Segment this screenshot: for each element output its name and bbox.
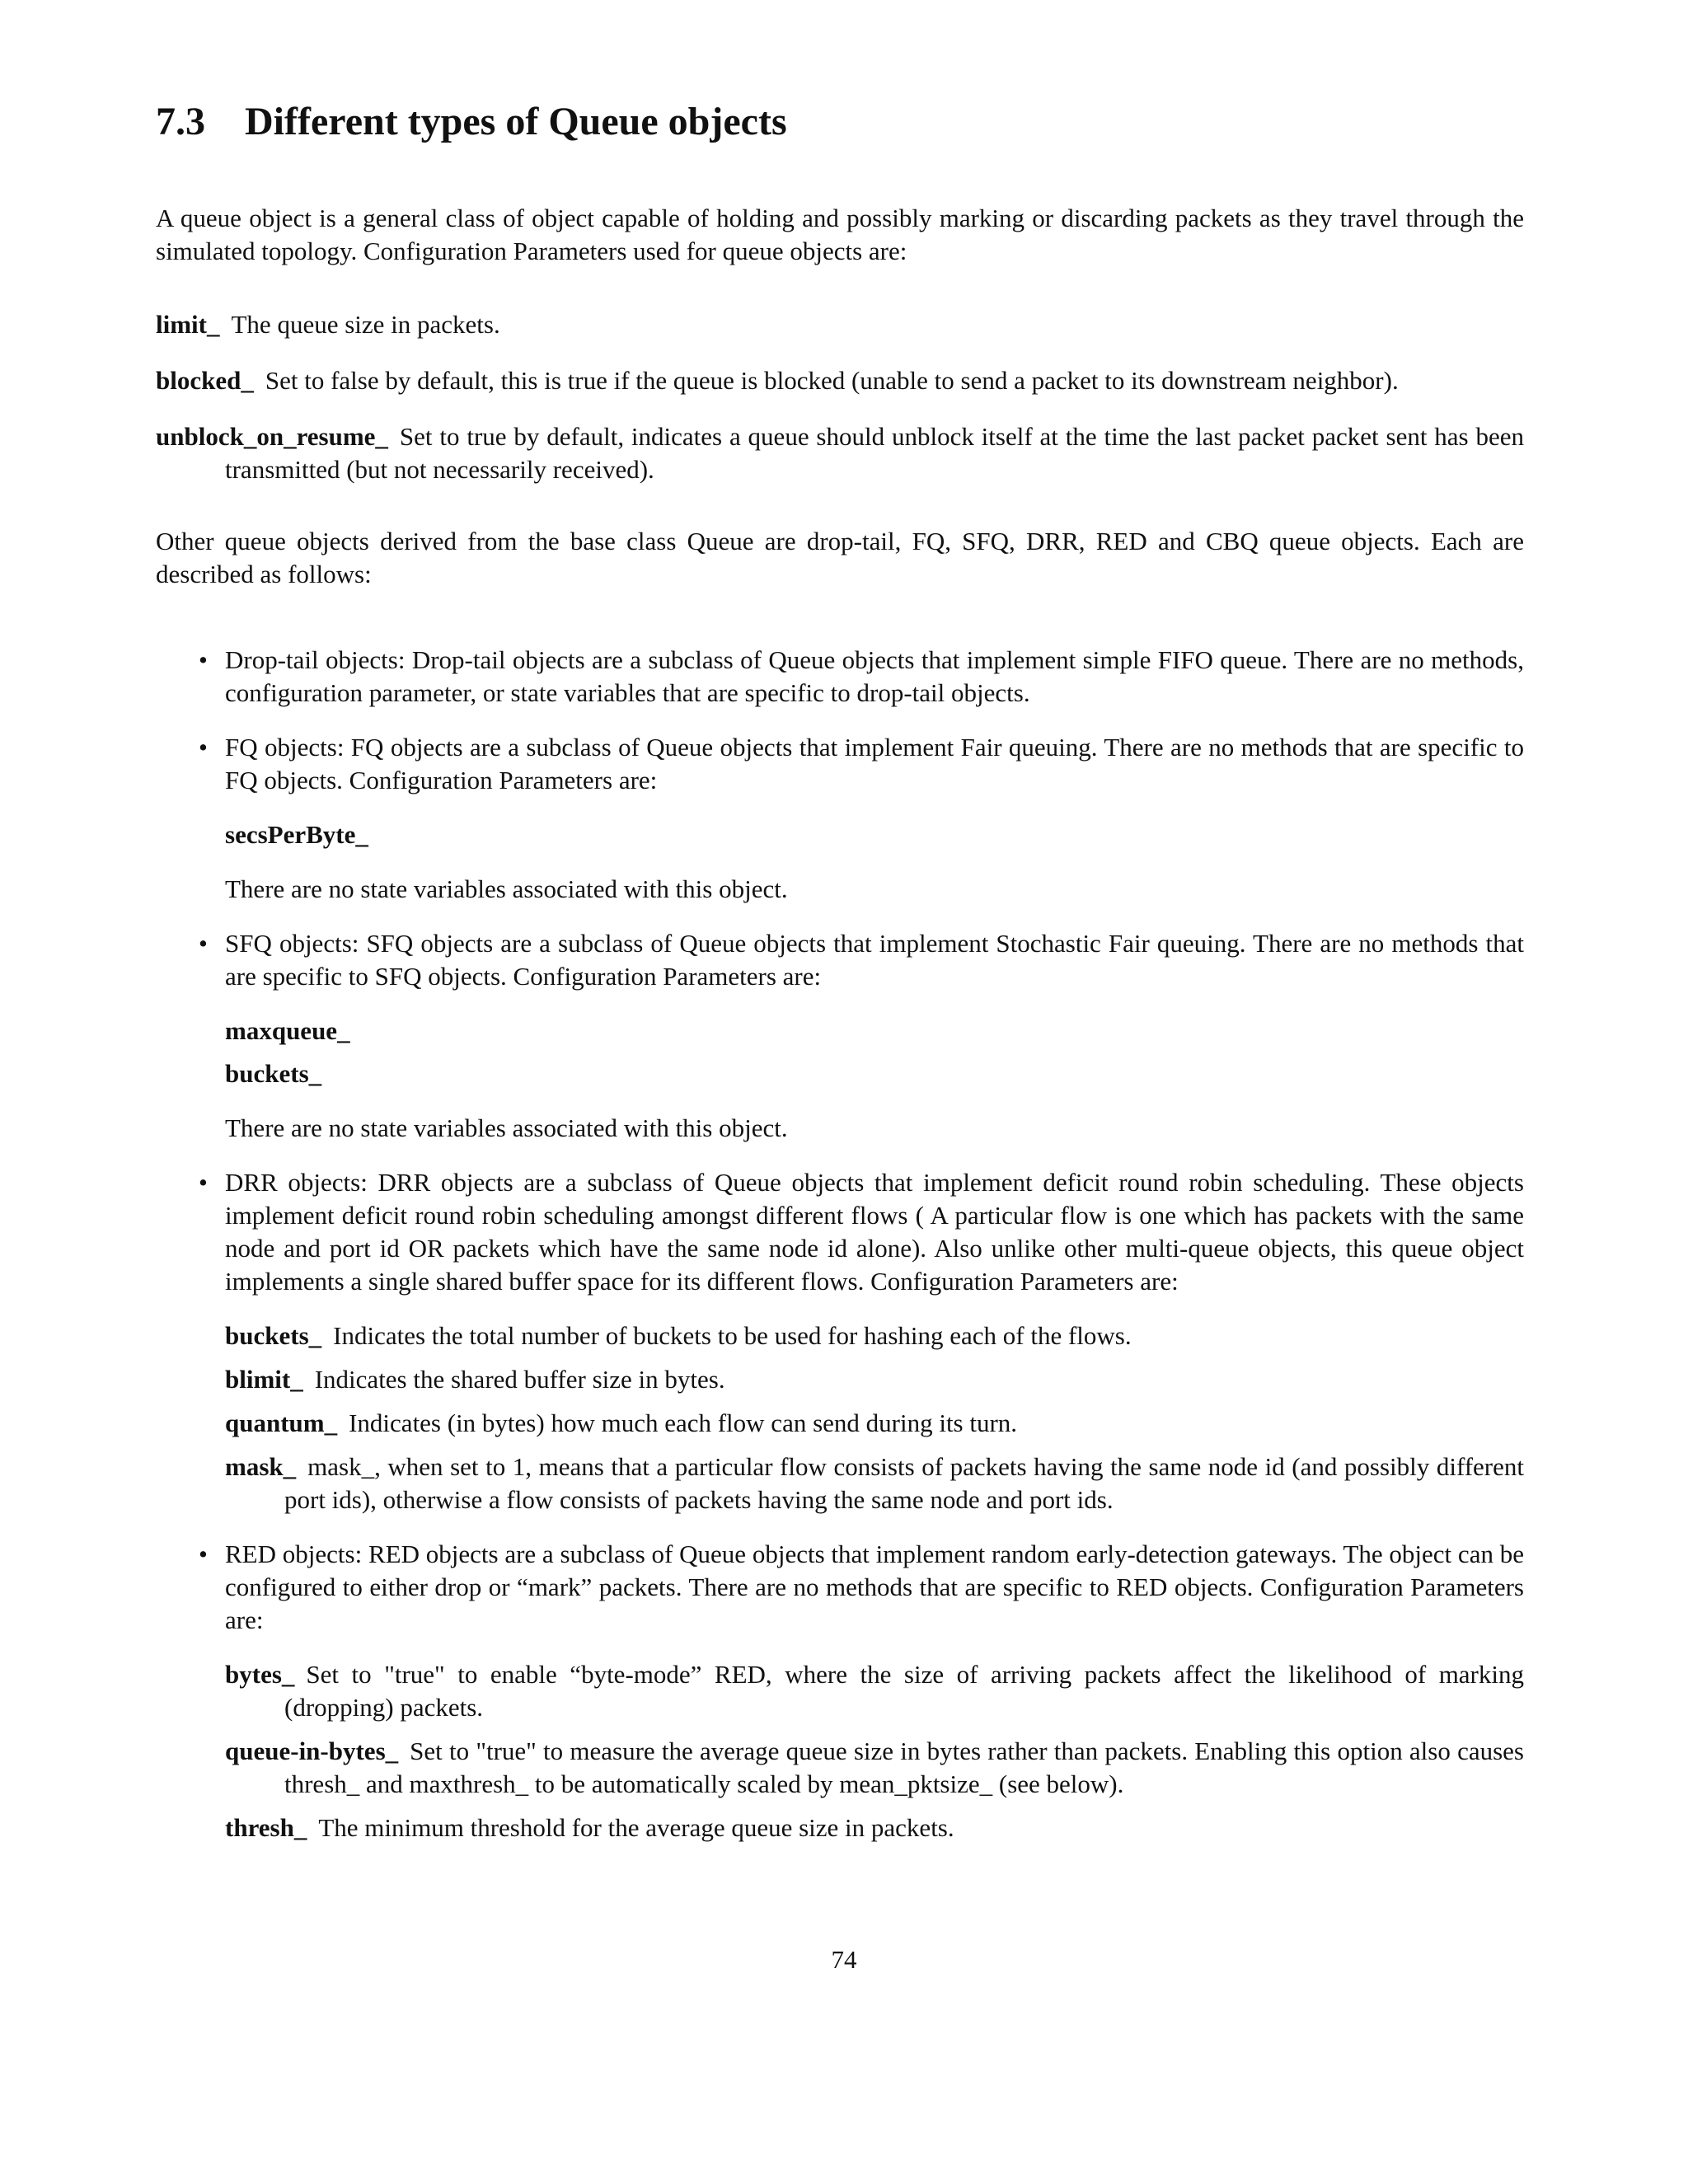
drr-param-quantum xyxy=(225,1407,1524,1440)
param-term: bytes_ xyxy=(225,1660,295,1689)
param-term: buckets_ xyxy=(225,1321,322,1350)
page-number: 74 xyxy=(831,1945,857,1974)
drr-param-blimit xyxy=(225,1363,1524,1396)
param-term: queue-in-bytes_ xyxy=(225,1736,399,1765)
param-term: blocked_ xyxy=(156,366,254,395)
fq-text: FQ objects: FQ objects are a subclass of Queue objects that implement Fair queuing. There are no methods that are specific to FQ objects. Configuration Parameters are: xyxy=(225,733,1524,794)
param-desc: Indicates the shared buffer size in bytes. xyxy=(314,1365,725,1394)
param-desc: Indicates (in bytes) how much each flow can send during its turn. xyxy=(349,1408,1018,1437)
param-desc: The minimum threshold for the average queue size in packets. xyxy=(318,1813,954,1842)
bullet-icon: • xyxy=(199,1540,208,1568)
param-term: thresh_ xyxy=(225,1813,307,1842)
list-item-droptail xyxy=(156,644,1524,710)
param-desc: The queue size in packets. xyxy=(231,310,500,339)
red-param-queue-in-bytes xyxy=(225,1735,1524,1801)
drr-param-mask xyxy=(225,1451,1524,1516)
param-term: mask_ xyxy=(225,1452,297,1481)
param-blocked xyxy=(156,364,1524,397)
list-item-fq xyxy=(156,731,1524,906)
red-param-bytes xyxy=(225,1658,1524,1724)
sfq-text: SFQ objects: SFQ objects are a subclass of Queue objects that implement Stochastic Fair queuing. There are no methods that are specific to SFQ objects. Configuration Parameters are: xyxy=(225,929,1524,991)
fq-param-secsperbyte: secsPerByte_ xyxy=(225,820,368,849)
param-desc: Set to true by default, indicates a queue should unblock itself at the time the last packet packet sent has been transmitted (but not necessarily received). xyxy=(225,422,1524,484)
section-number: 7.3 xyxy=(156,100,205,143)
param-desc: Set to "true" to enable “byte-mode” RED, where the size of arriving packets affect the likelihood of marking (dropping) packets. xyxy=(284,1660,1524,1722)
param-term: limit_ xyxy=(156,310,220,339)
sfq-param-maxqueue: maxqueue_ xyxy=(225,1016,350,1045)
bullet-icon: • xyxy=(199,1168,208,1197)
list-item-sfq xyxy=(156,927,1524,1145)
sfq-param-buckets: buckets_ xyxy=(225,1059,322,1088)
param-desc: Indicates the total number of buckets to be used for hashing each of the flows. xyxy=(333,1321,1132,1350)
param-desc: Set to "true" to measure the average queue size in bytes rather than packets. Enabling this option also causes thresh_ and maxthresh_ to be automatically scaled by mean_pktsize_ (see below). xyxy=(284,1736,1524,1798)
param-term: quantum_ xyxy=(225,1408,338,1437)
drr-param-buckets xyxy=(225,1319,1524,1352)
list-item-red xyxy=(156,1538,1524,1844)
param-term: blimit_ xyxy=(225,1365,303,1394)
bullet-icon: • xyxy=(199,929,208,958)
param-term: unblock_on_resume_ xyxy=(156,422,388,451)
bullet-icon: • xyxy=(199,733,208,762)
red-param-thresh xyxy=(225,1811,1524,1844)
param-desc: mask_, when set to 1, means that a particular flow consists of packets having the same node id (and possibly different port ids), otherwise a flow consists of packets having the same node and port ids. xyxy=(284,1452,1524,1514)
param-unblock-on-resume xyxy=(156,420,1524,486)
param-desc: Set to false by default, this is true if the queue is blocked (unable to send a packet to its downstream neighbor). xyxy=(265,366,1399,395)
sfq-note: There are no state variables associated with this object. xyxy=(225,1113,788,1142)
list-item-drr xyxy=(156,1166,1524,1516)
param-limit xyxy=(156,308,1524,341)
drr-text: DRR objects: DRR objects are a subclass of Queue objects that implement deficit round robin scheduling. These objects implement deficit round robin scheduling amongst different flows ( A particular flow is one which has packets with the same node and port id OR packets which have the same node id alone). Also unlike other multi-queue objects, this queue object implements a single shared buffer space for its different flows. Configuration Parameters are: xyxy=(225,1168,1524,1296)
section-title: Different types of Queue objects xyxy=(245,100,787,143)
other-queues-paragraph: Other queue objects derived from the base class Queue are drop-tail, FQ, SFQ, DRR, RED and CBQ queue objects. Each are described as follows: xyxy=(156,527,1524,588)
fq-note: There are no state variables associated with this object. xyxy=(225,874,788,903)
bullet-icon: • xyxy=(199,645,208,674)
red-text: RED objects: RED objects are a subclass of Queue objects that implement random early-detection gateways. The object can be configured to either drop or “mark” packets. There are no methods that are specific to RED objects. Configuration Parameters are: xyxy=(225,1540,1524,1634)
page-content xyxy=(156,97,1524,1844)
intro-paragraph: A queue object is a general class of object capable of holding and possibly marking or discarding packets as they travel through the simulated topology. Configuration Parameters used for queue objects are: xyxy=(156,204,1524,265)
section-heading xyxy=(156,97,1524,147)
droptail-text: Drop-tail objects: Drop-tail objects are a subclass of Queue objects that implement simple FIFO queue. There are no methods, configuration parameter, or state variables that are specific to drop-tail objects. xyxy=(225,645,1524,707)
base-params-list xyxy=(156,308,1524,486)
